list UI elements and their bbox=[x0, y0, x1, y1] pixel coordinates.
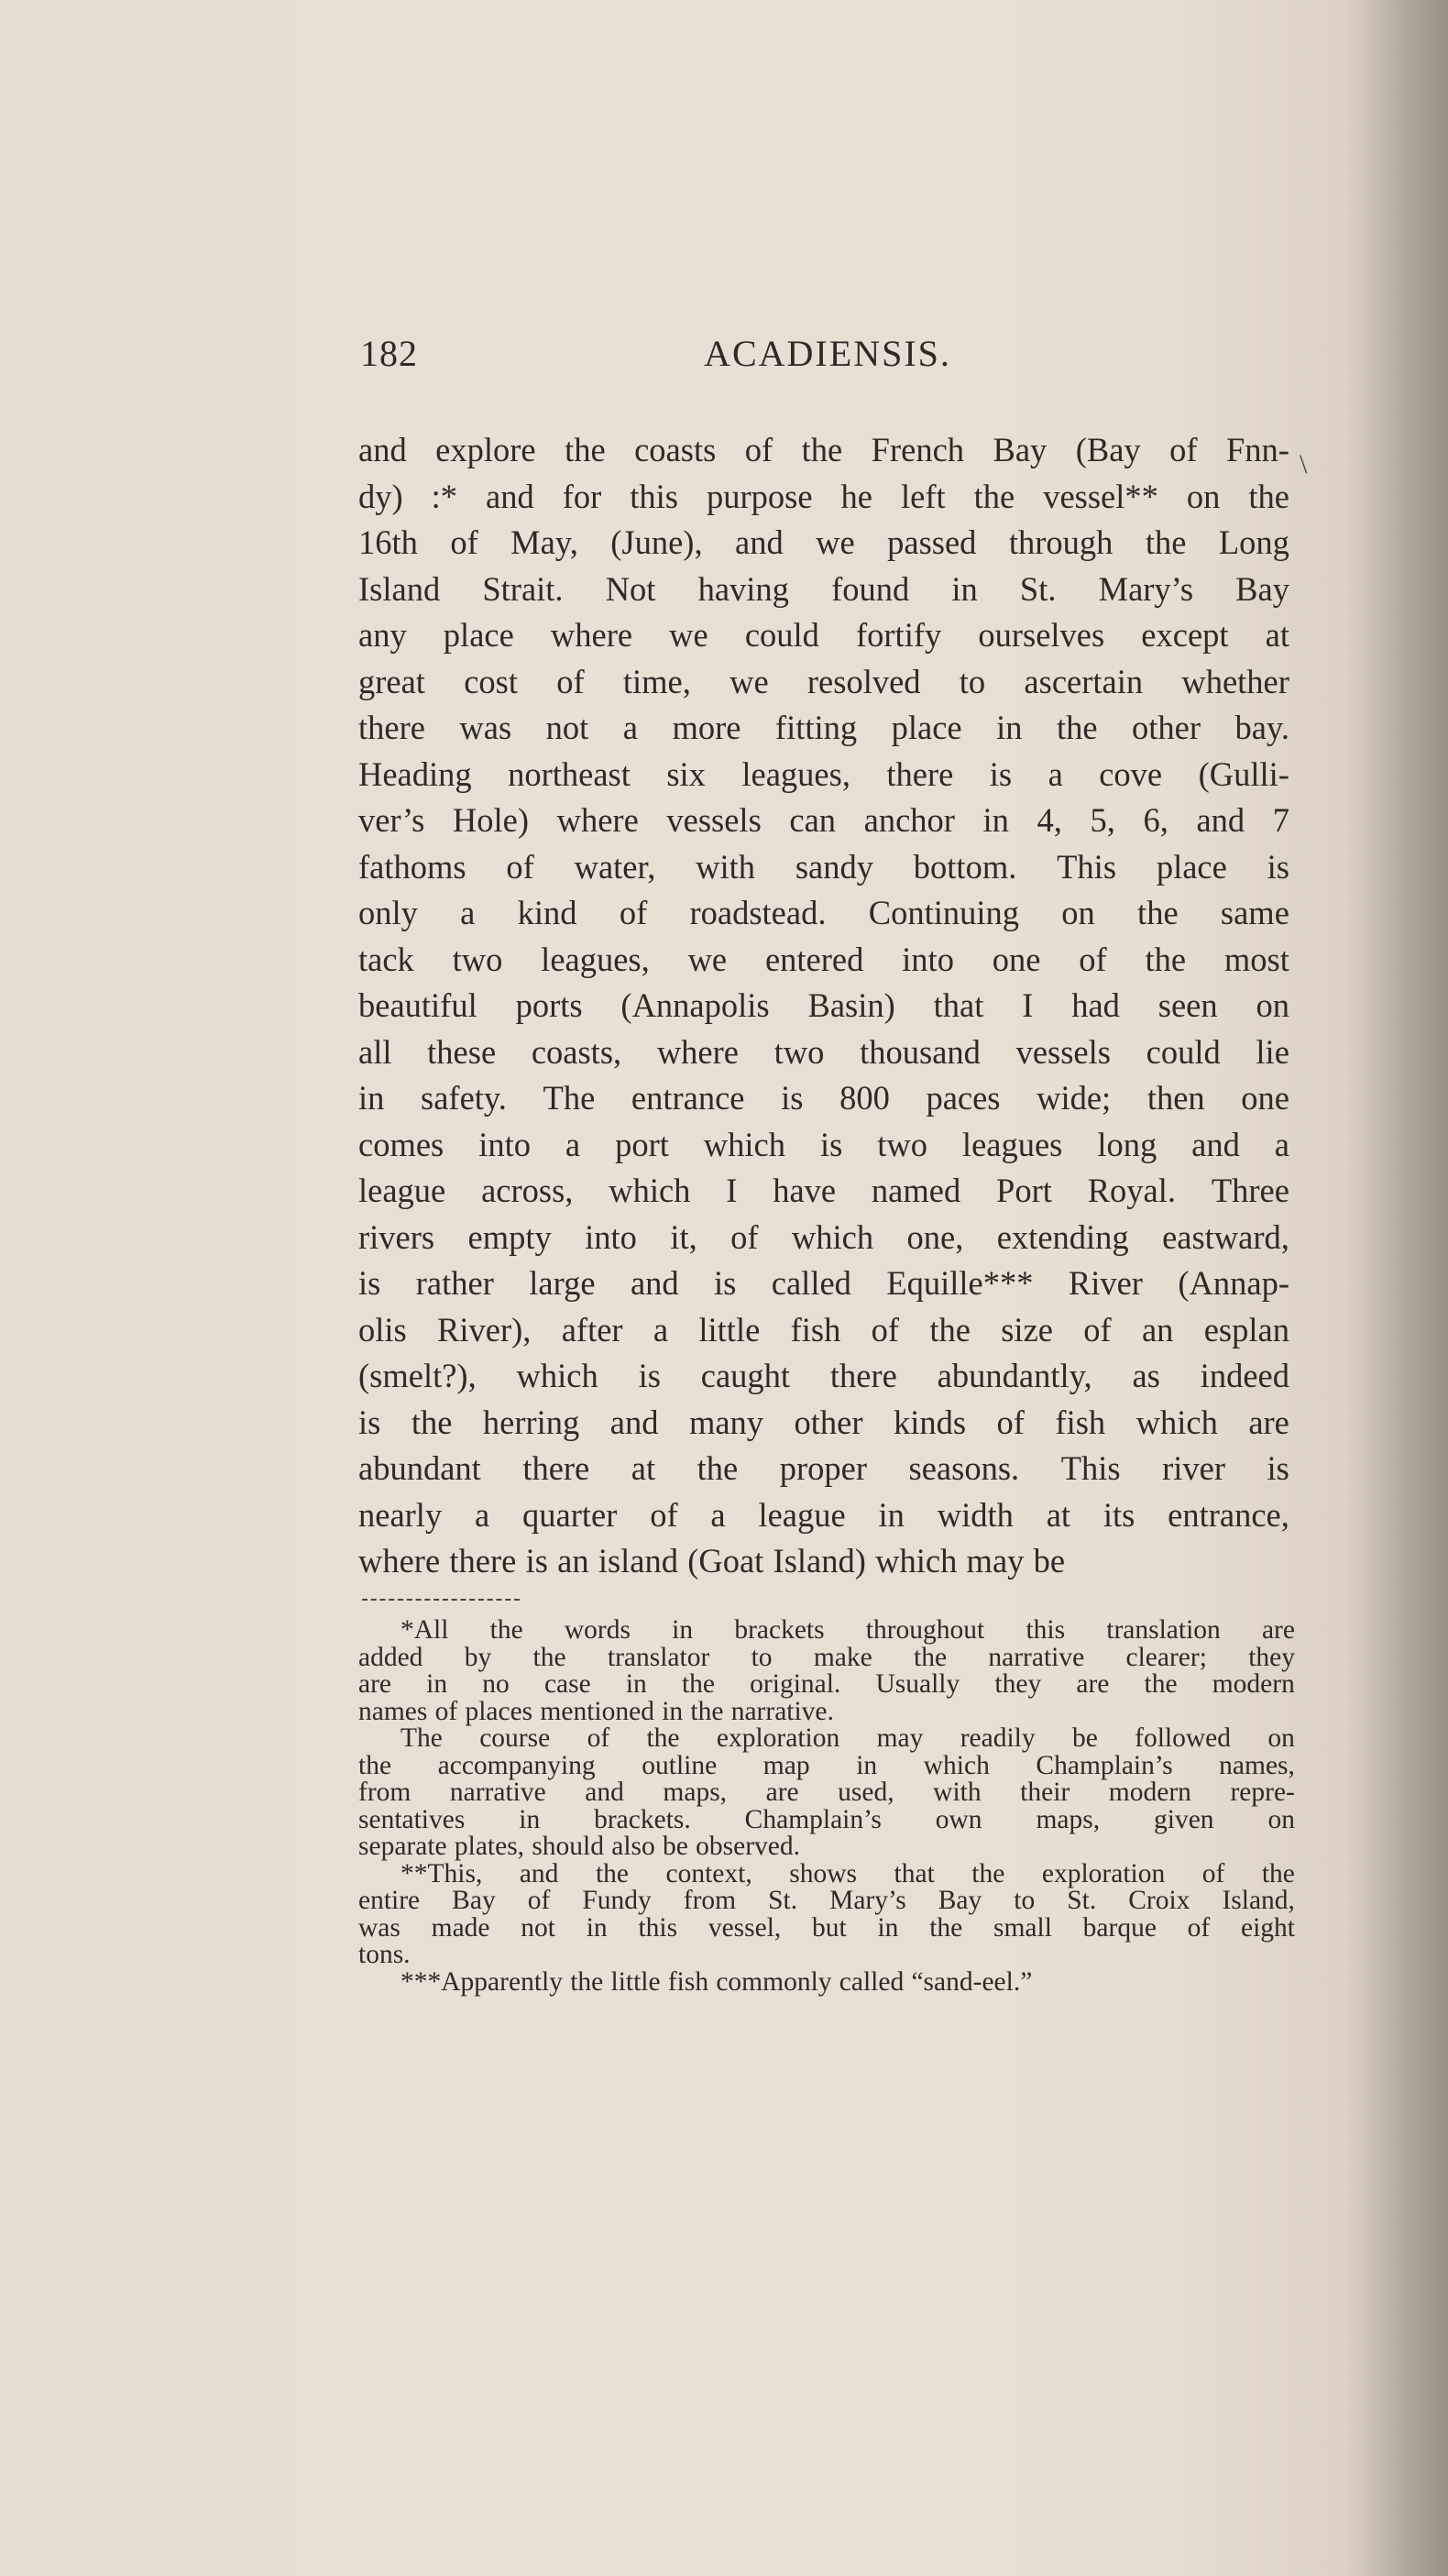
body-text bbox=[358, 427, 1289, 1585]
body-line: league across, which I have named Port Royal. Three bbox=[358, 1172, 1289, 1209]
footnote-line: *All the words in brackets throughout this translation are bbox=[400, 1615, 1295, 1645]
body-line: ver’s Hole) where vessels can anchor in 4, 5, 6, and 7 bbox=[358, 801, 1289, 839]
body-line: where there is an island (Goat Island) which may be bbox=[358, 1542, 1066, 1580]
body-line: is the herring and many other kinds of fish which are bbox=[358, 1403, 1289, 1441]
body-line: fathoms of water, with sandy bottom. This place is bbox=[358, 847, 1289, 886]
footnote-line: names of places mentioned in the narrative. bbox=[358, 1696, 834, 1726]
page-header bbox=[360, 332, 1295, 387]
body-line: is rather large and is called Equille*** River (Annap- bbox=[358, 1264, 1289, 1302]
body-line: great cost of time, we resolved to ascertain whether bbox=[358, 662, 1289, 700]
body-line: (smelt?), which is caught there abundantly, as indeed bbox=[358, 1357, 1289, 1394]
footnote-line: The course of the exploration may readily be followed on bbox=[400, 1723, 1295, 1753]
body-line: and explore the coasts of the French Bay (Bay of Fnn- bbox=[358, 431, 1289, 468]
page-edge-shadow bbox=[1347, 0, 1448, 2576]
body-line: olis River), after a little fish of the size of an esplan bbox=[358, 1310, 1289, 1349]
body-line: 16th of May, (June), and we passed through the Long bbox=[358, 523, 1289, 561]
footnotes bbox=[358, 1617, 1295, 1996]
footnote-line: sentatives in brackets. Champlain’s own maps, given on bbox=[358, 1804, 1295, 1834]
body-line: rivers empty into it, of which one, extending eastward, bbox=[358, 1217, 1289, 1256]
body-line: only a kind of roadstead. Continuing on the same bbox=[358, 894, 1289, 931]
footnote-line: ***Apparently the little fish commonly called “sand-eel.” bbox=[400, 1966, 1033, 1997]
footnote-line: **This, and the context, shows that the exploration of the bbox=[400, 1858, 1295, 1888]
body-line: nearly a quarter of a league in width at its entrance, bbox=[358, 1495, 1289, 1534]
footnote-line: separate plates, should also be observed. bbox=[358, 1832, 800, 1861]
page-number: 182 bbox=[360, 333, 418, 374]
body-line: any place where we could fortify ourselves except at bbox=[358, 616, 1289, 654]
footnote-line: tons. bbox=[358, 1940, 411, 1969]
body-line: dy) :* and for this purpose he left the vessel** on the bbox=[358, 477, 1289, 515]
margin-pencil-mark: \ bbox=[1300, 449, 1308, 479]
body-line: Island Strait. Not having found in St. Mary’s Bay bbox=[358, 569, 1289, 608]
footnote-line: are in no case in the original. Usually they are the modern bbox=[358, 1669, 1295, 1699]
body-line: there was not a more fitting place in the other bay. bbox=[358, 709, 1289, 746]
footnote-line: entire Bay of Fundy from St. Mary’s Bay to St. Croix Island, bbox=[358, 1886, 1295, 1915]
body-line: abundant there at the proper seasons. This river is bbox=[358, 1449, 1289, 1487]
footnote-line: was made not in this vessel, but in the small barque of eight bbox=[358, 1912, 1295, 1943]
footnote-separator-rule bbox=[362, 1599, 520, 1601]
body-line: Heading northeast six leagues, there is a cove (Gulli- bbox=[358, 754, 1289, 793]
body-line: comes into a port which is two leagues long and a bbox=[358, 1125, 1289, 1163]
body-line: beautiful ports (Annapolis Basin) that I had seen on bbox=[358, 986, 1289, 1024]
footnote-line: from narrative and maps, are used, with their modern repre- bbox=[358, 1778, 1295, 1807]
body-line: in safety. The entrance is 800 paces wide; then one bbox=[358, 1079, 1289, 1117]
body-line: all these coasts, where two thousand vessels could lie bbox=[358, 1032, 1289, 1071]
footnote-line: the accompanying outline map in which Champlain’s names, bbox=[358, 1750, 1295, 1780]
running-head: ACADIENSIS. bbox=[704, 333, 951, 374]
footnote-line: added by the translator to make the narrative clearer; they bbox=[358, 1642, 1295, 1672]
body-line: tack two leagues, we entered into one of the most bbox=[358, 940, 1289, 978]
